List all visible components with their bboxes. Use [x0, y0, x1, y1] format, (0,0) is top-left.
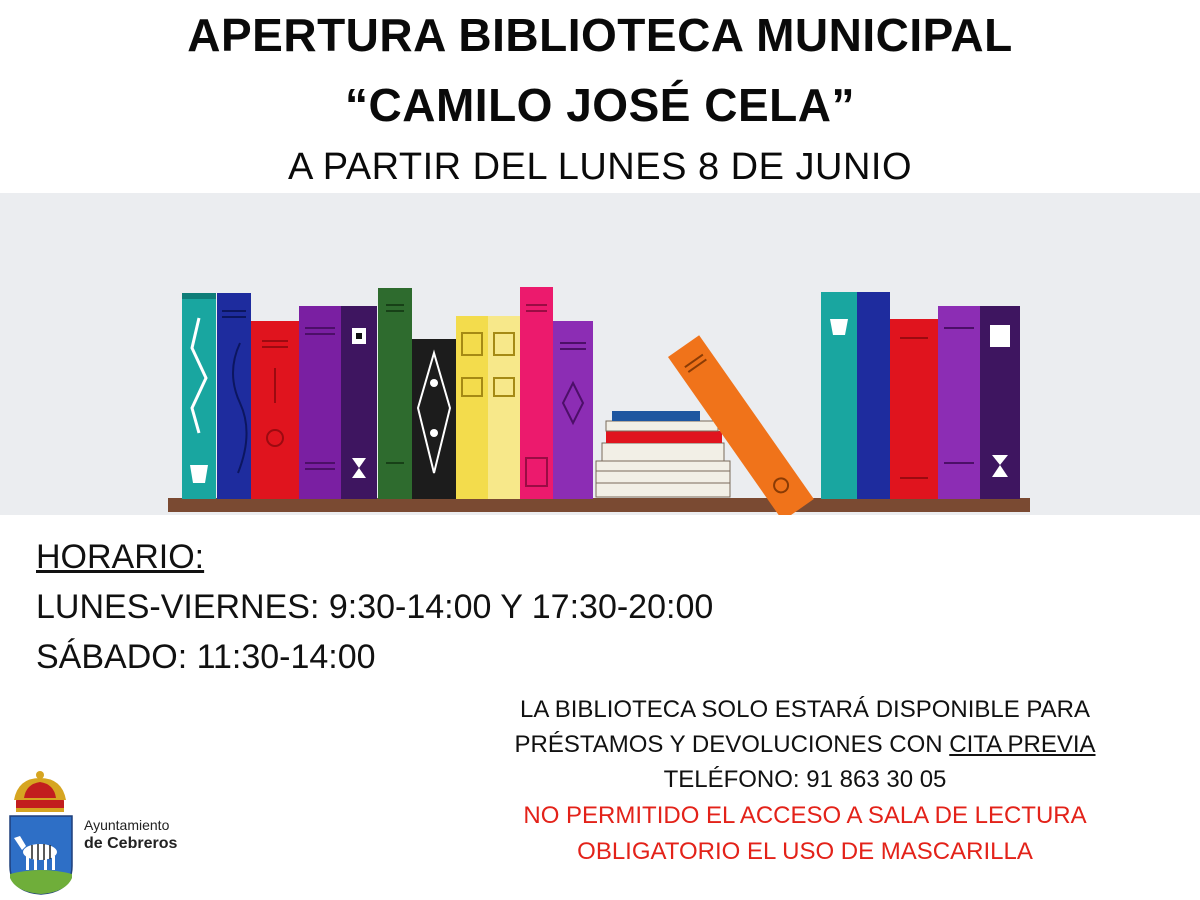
notice-line-2-text: PRÉSTAMOS Y DEVOLUCIONES CON — [514, 731, 950, 758]
bookshelf-illustration — [0, 193, 1200, 515]
phone-number: TELÉFONO: 91 863 30 05 — [663, 766, 947, 793]
book — [857, 292, 890, 499]
books-left-group — [182, 287, 593, 499]
book — [378, 288, 412, 499]
book — [456, 316, 488, 499]
schedule-weekdays: LUNES-VIERNES: 9:30-14:00 Y 17:30-20:00 — [36, 588, 714, 626]
book — [217, 293, 251, 499]
book-stack — [596, 411, 730, 497]
warning-reading-room: NO PERMITIDO EL ACCESO A SALA DE LECTURA — [523, 802, 1087, 829]
schedule-saturday: SÁBADO: 11:30-14:00 — [36, 638, 376, 676]
title-line-2: “CAMILO JOSÉ CELA” — [345, 79, 855, 131]
notice-line-1: LA BIBLIOTECA SOLO ESTARÁ DISPONIBLE PARA — [520, 696, 1090, 723]
book — [412, 339, 456, 499]
shelf — [168, 498, 1030, 512]
book — [553, 321, 593, 499]
book — [938, 306, 980, 499]
book — [890, 319, 938, 499]
cita-previa-text: CITA PREVIA — [949, 731, 1096, 758]
bookshelf-banner — [0, 193, 1200, 515]
notice-line-2 — [500, 731, 1110, 759]
logo-text-line-2: de Cebreros — [84, 835, 178, 852]
title-line-1: APERTURA BIBLIOTECA MUNICIPAL — [187, 9, 1013, 61]
subtitle: A PARTIR DEL LUNES 8 DE JUNIO — [287, 146, 913, 188]
coat-of-arms-icon — [6, 770, 78, 896]
book — [520, 287, 553, 499]
schedule-heading: HORARIO: — [36, 538, 205, 576]
logo-text-line-1: Ayuntamiento — [84, 817, 170, 833]
books-right-group — [821, 292, 1020, 499]
warning-mask: OBLIGATORIO EL USO DE MASCARILLA — [577, 838, 1033, 865]
book — [488, 316, 520, 499]
